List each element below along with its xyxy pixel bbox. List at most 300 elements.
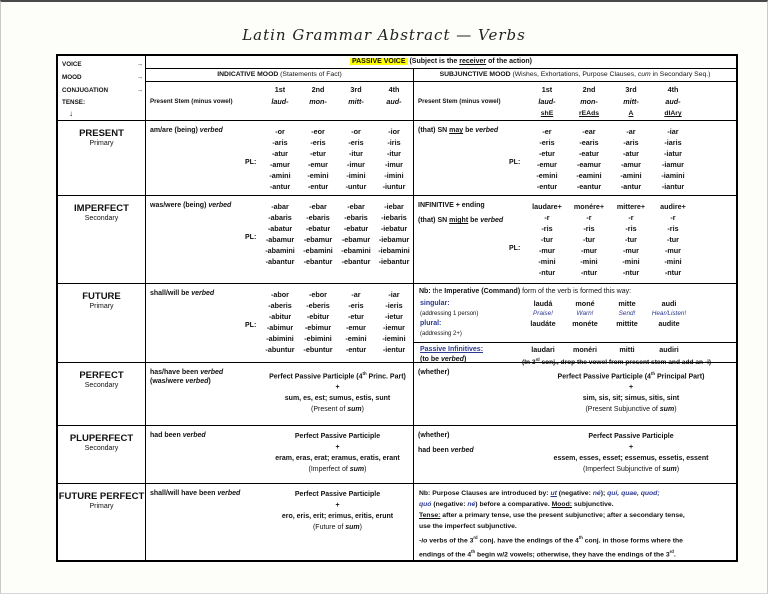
ending-cell: -entur [536,182,558,191]
ending-cell: -amini [269,171,291,180]
ending-cell: -imur [347,160,365,169]
cell: audite [658,319,680,328]
ending-cell: -tur [541,235,553,244]
ending-cell: -eamur [577,160,601,169]
ending-cell: -ebar [347,202,365,211]
text-line: sum, es, est; sumus, estis, sunt [284,395,391,403]
ending-cell: -mini [580,257,598,266]
cell: audire+ [660,202,686,211]
ending-cell: -imini [384,171,404,180]
tense-cell [58,121,146,195]
ending-cell: -eris [348,138,364,147]
ending-cell: -etur [310,149,326,158]
gloss-label: (was/were verbed) [150,378,211,385]
text-line: Perfect Passive Participle (4th Princ. Part) [269,371,406,381]
endings-row [261,201,413,212]
present-indicative-cell [146,121,414,195]
plural-label: PL: [509,159,521,166]
ending-cell: -iebaris [381,213,407,222]
ending-cell: -abantur [265,257,295,266]
future-perfect-indicative-cell [146,484,414,560]
cell: aud- [665,97,681,106]
ending-cell: -r [544,213,550,222]
ending-cell: -ebantur [303,257,333,266]
ending-cell: -ebatur [343,224,369,233]
text-line: + [335,444,340,451]
endings-row [261,148,413,159]
cell: aud- [386,97,402,106]
pluperfect-row [58,425,736,483]
ending-cell: -itur [349,149,363,158]
table-header [58,56,736,120]
gloss-label: (whether) [418,369,450,376]
ending-cell: -mini [622,257,640,266]
ending-cell: -amini [620,171,642,180]
tense-name: IMPERFECT [74,203,129,214]
endings-row [526,234,694,245]
indicative-stem-label: Present Stem (minus vowel) [150,98,233,105]
ending-cell: -ebar [309,202,327,211]
cell: Hear/Listen! [651,310,687,317]
sequence-label: Secondary [84,445,119,452]
ending-cell: -aberis [268,301,292,310]
sequence-label: Secondary [84,382,119,389]
ending-cell: -abuntur [265,345,295,354]
ending-cell: -eris [310,138,326,147]
cell: 3rd [625,85,637,94]
text-line: quó (negative: né) before a comparative. Mood: subjunctive. [419,501,614,508]
ending-cell: -ebamur [341,235,371,244]
endings-row [261,137,413,148]
ending-cell: -ebimini [304,334,332,343]
ending-cell: -ris [625,224,637,233]
cell: mittite [616,319,638,328]
text-line: + [335,384,340,392]
ending-cell: -iemini [382,334,406,343]
infinitives-row [526,201,694,212]
endings-grid [526,121,694,195]
ending-cell: -ebitur [306,312,330,321]
sequence-label: Primary [89,503,114,510]
pluperfect-subjunctive-formula [526,426,736,483]
plural-label: PL: [245,322,257,329]
passive-voice-header: PASSIVE VOICE (Subject is the receiver of the action) [146,56,736,69]
mnemonic-row [526,108,694,120]
endings-row [526,159,694,170]
ending-cell: -abamini [265,246,295,255]
gloss-label: had been verbed [150,432,206,439]
gloss-label: (whether) [418,432,450,439]
endings-row [526,137,694,148]
endings-row [261,170,413,181]
endings-row [261,333,413,344]
ending-cell: -mini [538,257,556,266]
arrow-right-icon: → [136,87,142,94]
endings-row [526,181,694,192]
perfect-formula [262,363,413,425]
text-line: eram, eras, erat; eramus, eratis, erant [275,455,400,462]
voice-label: VOICE → [62,59,142,72]
endings-row [526,267,694,278]
cell: Praise! [533,310,553,317]
singular-note: (addressing 1 person) [420,311,479,317]
subjunctive-stems-row [526,96,694,108]
ending-cell: -emini [345,334,367,343]
ending-cell: -eamini [576,171,602,180]
tense-cell [58,196,146,283]
ending-cell: -ris [667,224,679,233]
gloss-label: was/were (being) verbed [150,202,232,209]
ending-cell: -ebimur [304,323,332,332]
endings-grid [261,121,413,195]
pluperfect-indicative-cell [146,426,414,483]
future-perfect-row [58,483,736,560]
ending-cell: -r [628,213,634,222]
ending-cell: -ar [351,290,361,299]
future-indicative-cell [146,284,414,362]
arrow-down-icon: ↓ [69,109,73,118]
pluperfect-subjunctive-cell [414,426,736,483]
cell: audi [661,299,677,308]
cell: mitti [619,345,635,354]
ending-cell: -iaris [664,138,682,147]
ending-cell: -ntur [664,268,682,277]
ending-cell: -iar [388,290,400,299]
text-line: + [628,444,634,451]
endings-row [261,322,413,333]
cell: laudáte [530,319,556,328]
text-line: (Imperfect of sum) [308,466,367,473]
text-line: use the imperfect subjunctive. [419,523,517,530]
future-subjunctive-cell [414,284,736,367]
ending-cell: -abitur [268,312,292,321]
cell: 4th [667,85,679,94]
ending-cell: -ar [626,127,636,136]
imperative-glosses [522,309,690,319]
endings-grid [526,212,694,278]
ending-cell: -amur [270,160,290,169]
ending-cell: -mur [581,246,597,255]
ending-cell: -tur [625,235,637,244]
cell: Warn! [576,310,594,317]
arrow-right-icon: → [136,74,142,81]
ending-cell: -ntur [580,268,598,277]
conjugation-label: CONJUGATION → [62,85,142,97]
ending-cell: -tur [583,235,595,244]
text-line: essem, esses, esset; essemus, essetis, essent [553,455,709,462]
text-line: Tense: after a primary tense, use the present subjunctive; after a secondary tense, [419,512,685,519]
ending-cell: -ior [388,127,400,136]
ending-cell: -iris [387,138,401,147]
purpose-clause-note [414,484,736,561]
tense-name: FUTURE PERFECT [58,491,145,502]
ending-cell: -abimur [266,323,294,332]
ending-cell: -aris [272,138,288,147]
present-row [58,120,736,195]
ending-cell: -ebamini [341,246,371,255]
ending-cell: -or [351,127,361,136]
ending-cell: -eor [311,127,325,136]
endings-row [526,126,694,137]
endings-row [526,245,694,256]
sequence-label: Primary [89,140,114,147]
ending-cell: -ris [583,224,595,233]
ending-cell: -eantur [576,182,602,191]
endings-row [261,234,413,245]
endings-row [261,126,413,137]
grammar-table [56,54,738,562]
mood-label: MOOD → [62,72,142,85]
cell: mitt- [348,97,364,106]
text-line: (Future of sum) [312,524,363,531]
endings-grid [261,196,413,283]
ending-cell: -aris [623,138,639,147]
cell: Send! [618,310,636,317]
text-line: Perfect Passive Participle [294,491,381,498]
ending-cell: -iar [667,127,679,136]
cell: 2nd [582,85,596,94]
singular-label: singular: [420,300,450,307]
singular-imperatives [522,299,690,309]
endings-row [526,170,694,181]
ending-cell: -abimini [266,334,294,343]
gloss-label: shall/will have been verbed [150,490,241,497]
purpose-clause-note-cell [414,484,736,560]
ending-cell: -ebatur [305,224,331,233]
endings-row [526,148,694,159]
cell: mon- [580,97,598,106]
cell: 1st [274,85,286,94]
ending-cell: -iebamur [378,235,410,244]
ending-cell: -untur [345,182,367,191]
passive-infinitives-section [414,342,736,365]
third-conj-rule: (In 3rd conj., drop the vowel from present stem and add an -i) [522,357,712,367]
gloss-label: (that) SN may be verbed [418,127,499,134]
endings-row [261,223,413,234]
plural-label: PL: [245,234,257,241]
cell: 3rd [350,85,362,94]
plural-imperatives [522,319,690,329]
cell: 2nd [311,85,325,94]
ending-cell: -mini [664,257,682,266]
ending-cell: -emini [307,171,329,180]
ending-cell: -atur [623,149,639,158]
cell: audiri [659,345,679,354]
endings-grid [261,284,413,362]
passive-infinitive-gloss: (to be verbed) [420,356,467,363]
ending-cell: -imini [346,171,366,180]
ending-cell: -entur [307,182,329,191]
text-line: (Present of sum) [311,406,364,414]
perfect-subjunctive-formula [526,363,736,425]
ending-cell: -abar [271,202,289,211]
endings-row [526,212,694,223]
imperfect-indicative-cell [146,196,414,283]
ending-cell: -iebatur [380,224,408,233]
pluperfect-formula [262,426,413,483]
ending-cell: -ear [582,127,596,136]
imperative-note: Nb: the Imperative (Command) form of the verb is formed this way: [419,288,632,295]
ending-cell: -iatur [664,149,682,158]
ending-cell: -er [542,127,552,136]
ending-cell: -ebamini [303,246,333,255]
ending-cell: -antur [269,182,291,191]
sequence-label: Primary [89,303,114,310]
gloss-label: shall/will be verbed [150,290,215,297]
imperfect-subjunctive-cell [414,196,736,283]
plural-label: plural: [420,320,442,327]
ending-cell: -ntur [538,268,556,277]
cell: 1st [541,85,553,94]
corner-legend [58,56,146,120]
ending-cell: -entur [345,345,367,354]
endings-row [261,344,413,355]
subjunctive-mood-header: SUBJUNCTIVE MOOD (Wishes, Exhortations, Purpose Clauses, cum in Secondary Seq.) [439,71,711,78]
cell: monére+ [573,202,605,211]
plural-note: (addressing 2+) [420,331,462,337]
ending-cell: -ebuntur [303,345,333,354]
ending-cell: -iamur [662,160,684,169]
cell: 4th [388,85,400,94]
ending-cell: -eatur [579,149,599,158]
tense-name: PLUPERFECT [69,433,134,444]
passive-infinitive-forms [522,345,690,355]
ending-cell: -mur [539,246,555,255]
ending-cell: -emini [536,171,558,180]
perfect-indicative-cell [146,363,414,425]
text-line: ero, eris, erit; erimus, eritis, erunt [281,513,394,520]
gloss-label: am/are (being) verbed [150,127,223,134]
ending-cell: -atur [272,149,288,158]
ending-cell: -ebor [309,290,327,299]
ending-cell: -earis [579,138,599,147]
text-line: + [628,384,634,392]
ending-cell: -r [670,213,676,222]
text-line: Nb: Purpose Clauses are introduced by: ut (negative: né); qui, quae, quod; [419,490,660,497]
indicative-stems-row [261,96,413,108]
cell: dIAry [664,110,682,117]
ending-cell: -or [275,127,285,136]
ending-cell: -iamini [661,171,685,180]
endings-row [261,181,413,192]
ending-cell: -ebamur [303,235,333,244]
tense-cell [58,426,146,483]
imperfect-row [58,195,736,283]
ending-cell: -ris [541,224,553,233]
ending-cell: -imur [385,160,403,169]
indicative-mood-header: INDICATIVE MOOD (Statements of Fact) [146,69,414,81]
cell: laudari [531,345,555,354]
ending-cell: -abor [271,290,289,299]
gloss-label: had been verbed [418,447,474,454]
tense-name: FUTURE [82,291,121,302]
text-line: Perfect Passive Participle [588,433,674,440]
cell: laud- [538,97,556,106]
text-line: -io verbs of the 3rd conj. have the endings of the 4th conj. in those forms where the [419,535,683,545]
text-line: Perfect Passive Participle [294,433,381,440]
ending-cell: -eris [539,138,555,147]
tense-cell [58,284,146,362]
endings-row [261,289,413,300]
sequence-label: Secondary [84,215,119,222]
ending-cell: -iebamini [378,246,410,255]
ending-cell: -etur [348,312,364,321]
cell: monéte [572,319,598,328]
indicative-conjugation-numbers [261,84,413,96]
cell: laudare+ [532,202,562,211]
endings-row [261,311,413,322]
ending-cell: -ebaris [344,213,368,222]
tense-label: TENSE: [62,99,86,106]
future-row [58,283,736,367]
ending-cell: -ebaris [306,213,330,222]
tense-cell [58,484,146,560]
endings-row [261,212,413,223]
endings-row [261,245,413,256]
cell: rEAds [578,110,600,117]
ending-cell: -ieris [385,301,403,310]
ending-cell: -iemur [383,323,405,332]
future-perfect-formula [262,484,413,560]
ending-cell: -mur [623,246,639,255]
endings-row [261,300,413,311]
cell: mitte [618,299,636,308]
endings-row [261,159,413,170]
page-title: Latin Grammar Abstract — Verbs [242,26,526,44]
cell: mitt- [623,97,639,106]
gloss-label: (that) SN might be verbed [418,217,504,224]
ending-cell: -abatur [267,224,293,233]
perfect-row [58,362,736,425]
cell: monéri [573,345,597,354]
ending-cell: -itur [387,149,401,158]
ending-cell: -emur [346,323,366,332]
cell: shE [540,110,554,117]
cell: mon- [309,97,327,106]
ending-cell: -antur [620,182,642,191]
ending-cell: -abamur [265,235,295,244]
subjunctive-conjugation-numbers [526,84,694,96]
infinitive-plus-ending-label: INFINITIVE + ending [418,202,485,209]
ending-cell: -ientur [382,345,406,354]
ending-cell: -eris [348,301,364,310]
endings-row [526,256,694,267]
ending-cell: -ebantur [341,257,371,266]
ending-cell: -iebantur [378,257,410,266]
tense-cell [58,363,146,425]
ending-cell: -r [586,213,592,222]
text-line: Perfect Passive Participle (4th Principal Part) [557,371,705,381]
cell: moné [575,299,595,308]
ending-cell: -emur [308,160,328,169]
subjunctive-stem-label: Present Stem (minus vowel) [418,98,501,105]
tense-name: PRESENT [79,128,124,139]
passive-infinitives-label: Passive Infinitives: [420,346,484,353]
ending-cell: -eberis [306,301,330,310]
endings-row [526,223,694,234]
ending-cell: -emur [537,160,557,169]
ending-cell: -iantur [661,182,685,191]
ending-cell: -iuntur [382,182,406,191]
text-line: + [335,502,340,509]
text-line: (Present Subjunctive of sum) [585,406,677,414]
ending-cell: -amur [621,160,641,169]
text-line: endings of the 4th begin w/2 vowels; otherwise, they have the endings of the 3rd. [419,549,676,559]
ending-cell: -iebar [384,202,404,211]
perfect-subjunctive-cell [414,363,736,425]
text-line: (Imperfect Subjunctive of sum) [582,466,680,473]
ending-cell: -ietur [385,312,403,321]
